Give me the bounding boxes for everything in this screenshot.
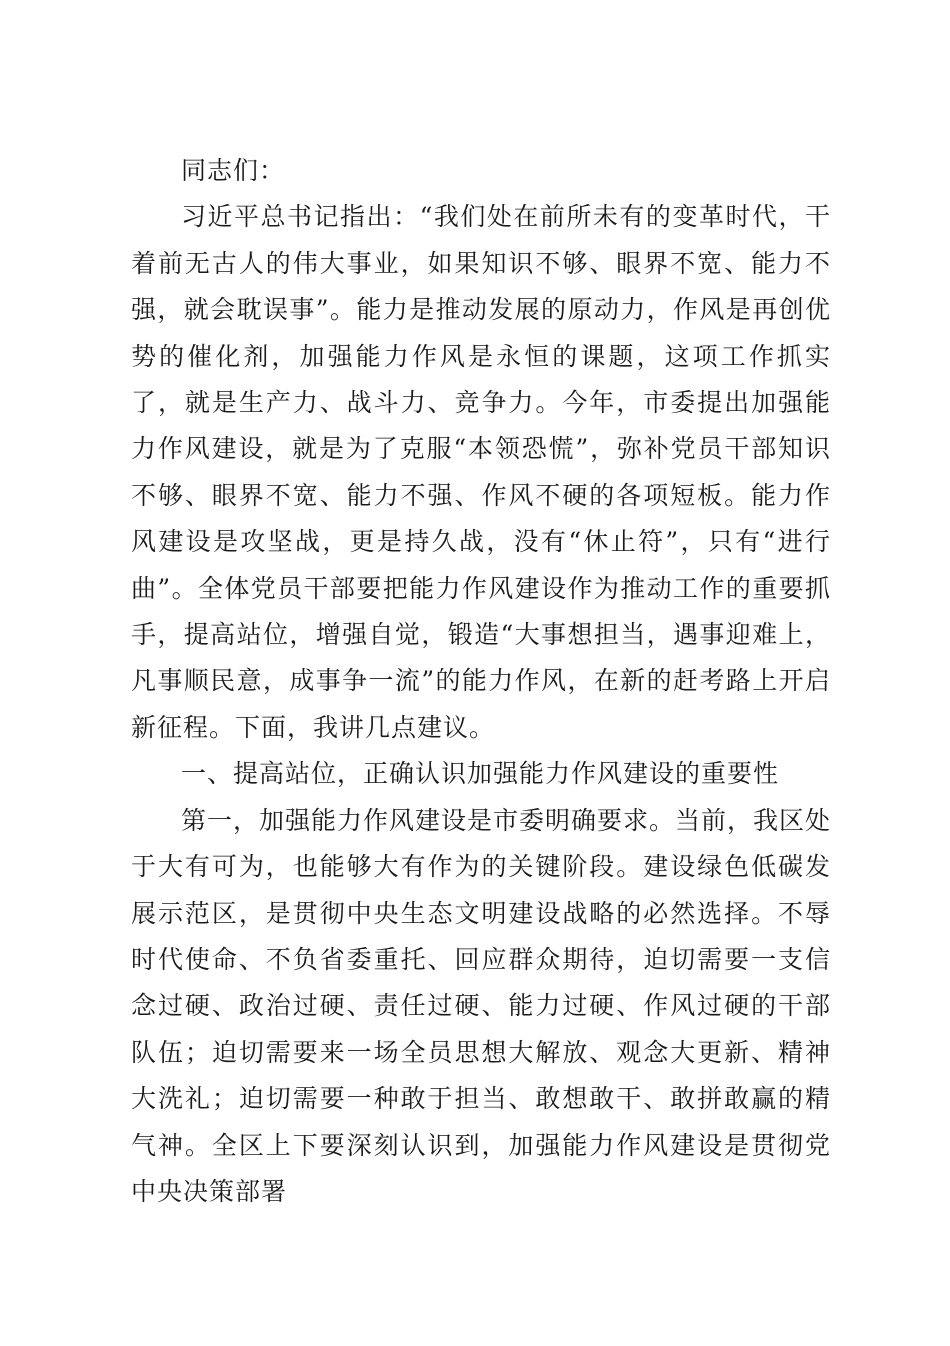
document-body — [131, 148, 831, 1215]
section-paragraph: 第一，加强能力作风建设是市委明确要求。当前，我区处于大有可为，也能够大有作为的关键阶段。建设绿色低碳发展示范区，是贯彻中央生态文明建设战略的必然选择。不辱时代使命、不负省委重托、回应群众期待，迫切需要一支信念过硬、政治过硬、责任过硬、能力过硬、作风过硬的干部队伍；迫切需要来一场全员思想大解放、观念大更新、精神大洗礼；迫切需要一种敢于担当、敢想敢干、敢拼敢赢的精气神。全区上下要深刻认识到，加强能力作风建设是贯彻党中央决策部署 — [131, 805, 832, 1206]
salutation: 同志们： — [181, 156, 286, 185]
section-heading: 一、提高站位，正确认识加强能力作风建设的重要性 — [181, 759, 780, 789]
opening-paragraph: 习近平总书记指出：“我们处在前所未有的变革时代，干着前无古人的伟大事业，如果知识不够、眼界不宽、能力不强，就会耽误事”。能力是推动发展的原动力，作风是再创优势的催化剂，加强能力作风是永恒的课题，这项工作抓实了，就是生产力、战斗力、竞争力。今年，市委提出加强能力作风建设，就是为了克服“本领恐慌”，弥补党员干部知识不够、眼界不宽、能力不强、作风不硬的各项短板。能力作风建设是攻坚战，更是持久战，没有“休止符”，只有“进行曲”。全体党员干部要把能力作风建设作为推动工作的重要抓手，提高站位，增强自觉，锻造“大事想担当，遇事迎难上，凡事顺民意，成事争一流”的能力作风，在新的赶考路上开启新征程。下面，我讲几点建议。 — [131, 202, 831, 742]
